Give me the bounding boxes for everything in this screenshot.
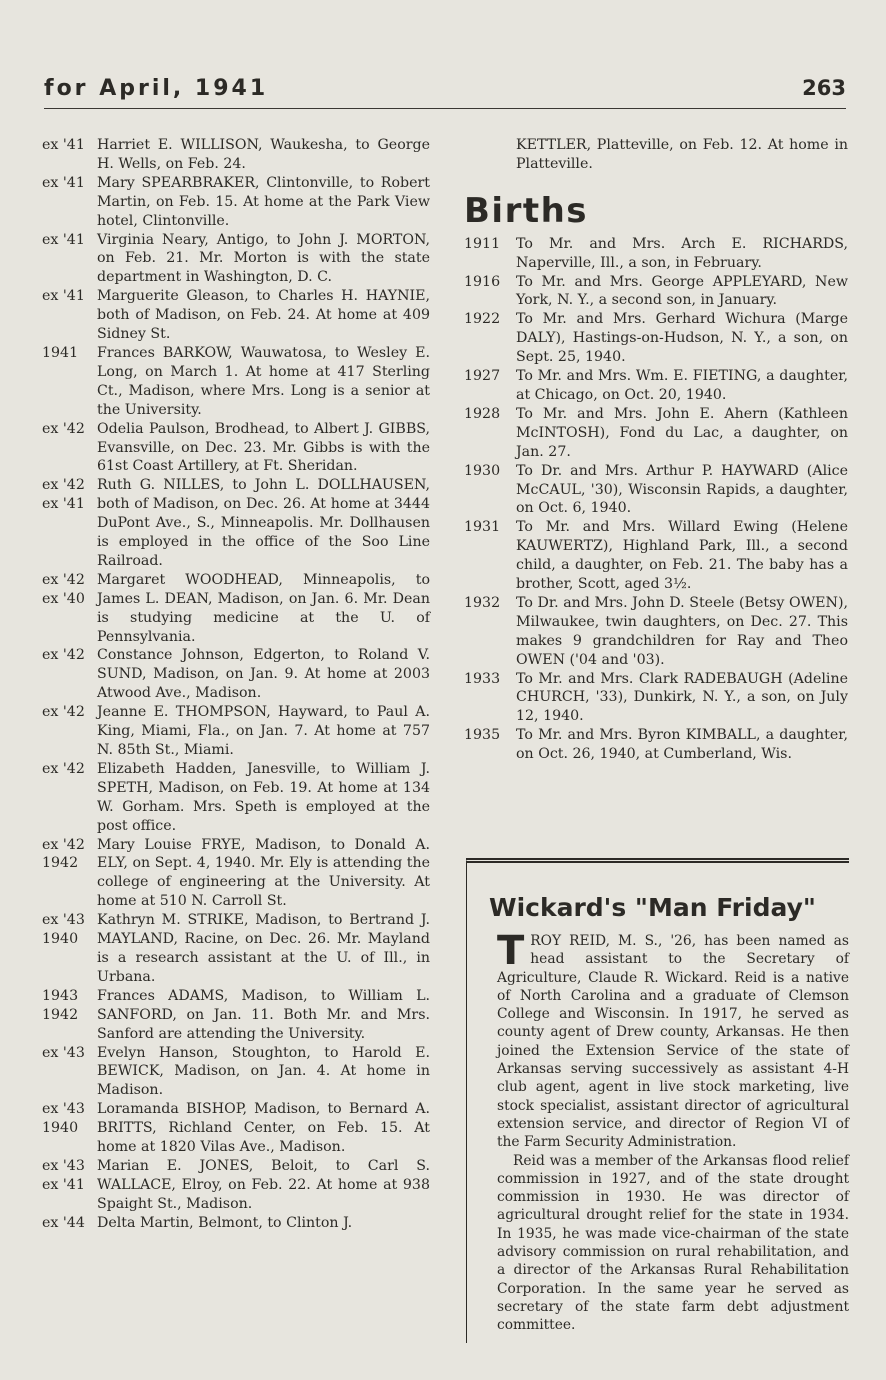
class-year: ex '44: [42, 1214, 85, 1231]
right-column: [464, 136, 848, 764]
births-heading: Births: [464, 190, 589, 231]
marriage-entry: [42, 420, 430, 477]
issue-date: for April, 1941: [44, 76, 269, 101]
marriage-entry: [42, 987, 430, 1044]
marriage-entry: [42, 287, 430, 344]
marriage-entry: [42, 571, 430, 647]
class-year: ex '41: [42, 137, 85, 153]
class-year: ex '41: [42, 231, 85, 248]
entry-text: Frances BARKOW, Wauwatosa, to Wesley E. Long, on March 1. At home at 417 Sterling Ct., Madison, where Mrs. Long is a senior at the University.: [97, 344, 430, 418]
entry-text: Delta Martin, Belmont, to Clinton J.: [97, 1214, 353, 1231]
class-year: 1932: [464, 594, 501, 611]
class-year: ex '42 ex '40: [42, 571, 85, 607]
class-year: 1943 1942: [42, 987, 79, 1023]
class-year: ex '41: [42, 288, 85, 305]
class-year: 1930: [464, 462, 501, 479]
entry-text: To Dr. and Mrs. John D. Steele (Betsy OWEN), Milwaukee, twin daughters, on Dec. 27. This makes 9 grandchildren for Ray and Theo OWEN ('04 and '03).: [516, 594, 848, 668]
birth-entry: [464, 367, 848, 405]
feature-paragraph: Reid was a member of the Arkansas flood relief commission in 1927, and of the state drought commission in 1930. He was director of agricultural drought relief for the state in 1934. In 1935, he was made vice-chairman of the state advisory commission on rural rehabilitation, and a director of the Arkansas Rural Rehabilitation Corporation. In the same year he served as secretary of the state farm debt adjustment committee.: [497, 1152, 849, 1334]
class-year: ex '42 1942: [42, 836, 85, 872]
entry-text: To Mr. and Mrs. Willard Ewing (Helene KAUWERTZ), Highland Park, Ill., a second child, a daughter, on Feb. 21. The baby has a brother, Scott, aged 3½.: [516, 519, 848, 593]
entry-text: To Mr. and Mrs. Gerhard Wichura (Marge DALY), Hastings-on-Hudson, N. Y., a son, on Sept. 25, 1940.: [516, 311, 848, 366]
marriage-entry: [42, 1214, 430, 1233]
birth-entry: [464, 405, 848, 462]
entry-text: To Mr. and Mrs. Byron KIMBALL, a daughter, on Oct. 26, 1940, at Cumberland, Wis.: [516, 727, 848, 763]
feature-title: Wickard's "Man Friday": [489, 893, 816, 922]
entry-text: Loramanda BISHOP, Madison, to Bernard A. BRITTS, Richland Center, on Feb. 15. At home at 1820 Vilas Ave., Madison.: [97, 1101, 430, 1156]
class-year: ex '42: [42, 760, 85, 777]
marriage-entry: [42, 836, 430, 912]
birth-entry: [464, 726, 848, 764]
entry-text: Harriet E. WILLISON, Waukesha, to George H. Wells, on Feb. 24.: [97, 137, 430, 172]
entry-text: Jeanne E. THOMPSON, Hayward, to Paul A. King, Miami, Fla., on Jan. 7. At home at 757 N. 85th St., Miami.: [97, 704, 430, 758]
birth-entry: [464, 594, 848, 670]
class-year: ex '43 1940: [42, 1101, 85, 1137]
marriage-entry: [42, 231, 430, 288]
class-year: ex '43 ex '41: [42, 1157, 85, 1193]
birth-entry: [464, 670, 848, 727]
entry-text: Ruth G. NILLES, to John L. DOLLHAUSEN, both of Madison, on Dec. 26. At home at 3444 DuPont Ave., S., Minneapolis. Mr. Dollhausen is employed in the office of the Soo Line Railroad.: [97, 477, 430, 569]
marriage-entry: [42, 174, 430, 231]
marriage-entry: [42, 911, 430, 987]
marriage-entry: [42, 646, 430, 703]
class-year: 1935: [464, 727, 501, 744]
entry-text: Constance Johnson, Edgerton, to Roland V. SUND, Madison, on Jan. 9. At home at 2003 Atwood Ave., Madison.: [97, 647, 430, 702]
marriage-continuation: KETTLER, Platteville, on Feb. 12. At home in Platteville.: [516, 137, 848, 172]
drop-cap: T: [497, 928, 525, 974]
marriage-entry: [42, 1100, 430, 1157]
class-year: ex '41: [42, 174, 85, 191]
entry-text: Mary SPEARBRAKER, Clintonville, to Robert Martin, on Feb. 15. At home at the Park View hotel, Clintonville.: [97, 174, 430, 229]
class-year: ex '42: [42, 420, 85, 437]
entry-text: Elizabeth Hadden, Janesville, to William J. SPETH, Madison, on Feb. 19. At home at 134 W. Gorham. Mrs. Speth is employed at the post office.: [97, 760, 430, 834]
marriage-entry: [42, 703, 430, 760]
class-year: 1941: [42, 344, 79, 361]
entry-text: Mary Louise FRYE, Madison, to Donald A. ELY, on Sept. 4, 1940. Mr. Ely is attending the college of engineering at the University. At home at 510 N. Carroll St.: [97, 836, 430, 910]
entry-text: To Dr. and Mrs. Arthur P. HAYWARD (Alice McCAUL, '30), Wisconsin Rapids, a daughter, on Oct. 6, 1940.: [516, 462, 848, 517]
entry-text: To Mr. and Mrs. John E. Ahern (Kathleen McINTOSH), Fond du Lac, a daughter, on Jan. 27.: [516, 405, 848, 460]
entry-text: Marguerite Gleason, to Charles H. HAYNIE, both of Madison, on Feb. 24. At home at 409 Sidney St.: [97, 288, 430, 343]
marriage-entry: [42, 1044, 430, 1101]
feature-body: [497, 928, 849, 1335]
entry-text: Margaret WOODHEAD, Minneapolis, to James L. DEAN, Madison, on Jan. 6. Mr. Dean is studying medicine at the U. of Pennsylvania.: [97, 571, 430, 645]
birth-entry: [464, 462, 848, 519]
entry-text: Kathryn M. STRIKE, Madison, to Bertrand J. MAYLAND, Racine, on Dec. 26. Mr. Mayland is a research assistant at the U. of Ill., in Urbana.: [97, 912, 430, 985]
entry-text: Evelyn Hanson, Stoughton, to Harold E. BEWICK, Madison, on Jan. 4. At home in Madison.: [97, 1044, 430, 1099]
entry-text: To Mr. and Mrs. Clark RADEBAUGH (Adeline CHURCH, '33), Dunkirk, N. Y., a son, on July 12, 1940.: [516, 670, 848, 725]
marriage-entry: [42, 136, 430, 174]
class-year: ex '43: [42, 1044, 85, 1061]
marriage-entry: [42, 476, 430, 571]
class-year: ex '42: [42, 647, 85, 664]
class-year: ex '42 ex '41: [42, 477, 85, 513]
class-year: ex '43 1940: [42, 912, 85, 948]
class-year: 1922: [464, 311, 501, 328]
class-year: 1927: [464, 368, 501, 385]
birth-entry: [464, 518, 848, 594]
entry-text: To Mr. and Mrs. Wm. E. FIETING, a daughter, at Chicago, on Oct. 20, 1940.: [516, 368, 848, 403]
entry-text: Virginia Neary, Antigo, to John J. MORTON, on Feb. 21. Mr. Morton is with the state department in Washington, D. C.: [97, 231, 430, 286]
entry-text: To Mr. and Mrs. Arch E. RICHARDS, Naperville, Ill., a son, in February.: [516, 235, 848, 271]
marriage-entry: [42, 1157, 430, 1214]
entry-text: To Mr. and Mrs. George APPLEYARD, New York, N. Y., a second son, in January.: [516, 273, 848, 309]
entry-text: Odelia Paulson, Brodhead, to Albert J. GIBBS, Evansville, on Dec. 23. Mr. Gibbs is with the 61st Coast Artillery, at Ft. Sheridan.: [97, 420, 430, 475]
class-year: 1933: [464, 670, 501, 687]
marriage-entry: [42, 760, 430, 836]
entry-text: Marian E. JONES, Beloit, to Carl S. WALLACE, Elroy, on Feb. 22. At home at 938 Spaight St., Madison.: [97, 1157, 430, 1212]
paragraph-text: ROY REID, M. S., '26, has been named as head assistant to the Secretary of Agriculture, Claude R. Wickard. Reid is a native of North Carolina and a graduate of Clemson College and Wisconsin. In 1917, he served as county agent of Drew county, Arkansas. He then joined the Extension Service of the state of Arkansas serving successively as assistant 4-H club agent, agent in live stock marketing, live stock specialist, assistant director of agricultural extension service, and director of Region VI of the Farm Security Administration.: [497, 933, 849, 1151]
page-header: [44, 74, 846, 109]
marriage-entry: [42, 344, 430, 420]
birth-entry: [464, 235, 848, 273]
birth-entry: [464, 273, 848, 311]
class-year: 1911: [464, 235, 501, 252]
class-year: 1928: [464, 405, 501, 422]
class-year: ex '42: [42, 704, 85, 721]
feature-box: [466, 858, 849, 1343]
marriages-column: [42, 136, 430, 1233]
page-number: 263: [802, 76, 846, 100]
birth-entry: [464, 310, 848, 367]
class-year: 1931: [464, 519, 501, 536]
entry-text: Frances ADAMS, Madison, to William L. SANFORD, on Jan. 11. Both Mr. and Mrs. Sanford are attending the University.: [97, 987, 430, 1042]
class-year: 1916: [464, 273, 501, 290]
feature-paragraph: [497, 928, 849, 1152]
